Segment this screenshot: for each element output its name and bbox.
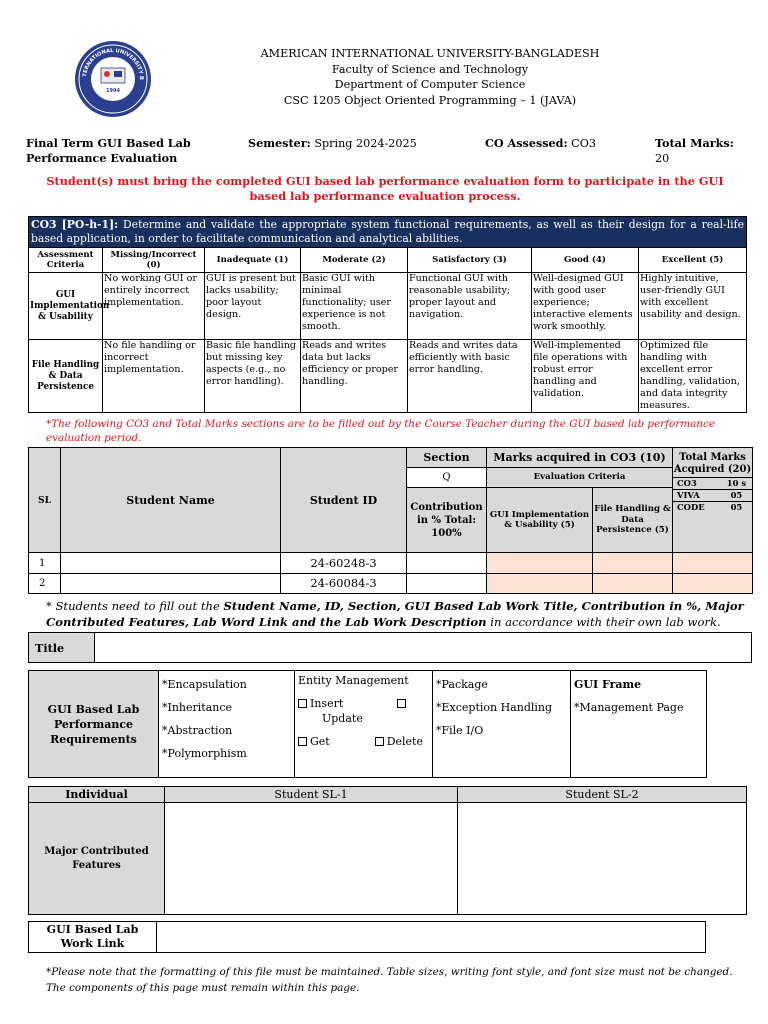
marks-co3-header: Marks acquired in CO3 (10) — [487, 448, 673, 468]
insert-checkbox[interactable]: Insert — [298, 696, 343, 711]
contribution-cell[interactable] — [407, 553, 487, 574]
co-description: CO3 [PO-h-1]: Determine and validate the appropriate system functional requirements, as well as their design for a real-life based application, in order to facilitate communication and analytical abilities. — [29, 217, 747, 248]
rubric-cell: Reads and writes data but lacks efficiency or proper handling. — [301, 340, 408, 413]
evaluation-criteria-header: Evaluation Criteria — [487, 468, 673, 488]
individual-label: Individual — [29, 787, 165, 803]
student-name-cell[interactable] — [61, 553, 281, 574]
section-header: Section — [407, 448, 487, 468]
student-sl2-header: Student SL-2 — [458, 787, 747, 803]
rubric-header: Assessment Criteria — [29, 248, 103, 273]
work-link-input[interactable] — [157, 922, 706, 953]
entity-management: Entity Management Insert Update Get Delete — [295, 671, 433, 778]
rubric-header: Satisfactory (3) — [408, 248, 532, 273]
student-sl1-features[interactable] — [165, 803, 458, 915]
checkbox-icon — [298, 699, 307, 708]
student-id-cell[interactable]: 24-60084-3 — [281, 574, 407, 594]
rubric-criteria: GUI Implementation & Usability — [29, 273, 103, 340]
faculty-name: Faculty of Science and Technology — [331, 62, 529, 76]
rubric-cell: Functional GUI with reasonable usability; proper layout and navigation. — [408, 273, 532, 340]
rubric-criteria: File Handling & Data Persistence — [29, 340, 103, 413]
gui-score-cell[interactable] — [487, 553, 593, 574]
rubric-header: Good (4) — [532, 248, 639, 273]
department-name: Department of Computer Science — [334, 78, 526, 91]
title-label: Title — [29, 633, 95, 663]
marks-breakdown: CO3 10 s VIVA 05 CODE 05 — [673, 477, 752, 513]
co-assessed: CO Assessed: CO3 — [485, 136, 597, 150]
file-score-cell[interactable] — [593, 553, 673, 574]
course-name: CSC 1205 Object Oriented Programming – 1 (JAVA) — [283, 93, 577, 107]
total-marks: Total Marks: 20 — [655, 136, 734, 165]
row-sl: 2 — [29, 574, 61, 594]
university-logo — [74, 40, 152, 118]
work-link-label: GUI Based Lab Work Link — [29, 922, 157, 953]
rubric-header: Missing/Incorrect (0) — [103, 248, 205, 273]
logo-year: 1994 — [106, 88, 120, 94]
table-row — [29, 574, 753, 594]
row-sl: 1 — [29, 553, 61, 574]
student-name-cell[interactable] — [61, 574, 281, 594]
rubric-cell: Highly intuitive, user-friendly GUI with excellent usability and design. — [639, 273, 747, 340]
evaluation-title: Final Term GUI Based Lab Performance Evaluation — [26, 136, 191, 165]
checkbox-icon — [375, 737, 384, 746]
oop-requirements: *Encapsulation *Inheritance *Abstraction *Polymorphism — [159, 671, 295, 778]
contribution-cell[interactable] — [407, 574, 487, 594]
rubric-header: Moderate (2) — [301, 248, 408, 273]
semester: Semester: Spring 2024-2025 — [248, 136, 417, 150]
logo-text: TERNATIONAL UNIVERSITY B — [82, 47, 145, 81]
rubric-cell: No working GUI or entirely incorrect implementation. — [103, 273, 205, 340]
delete-checkbox[interactable]: Delete — [375, 734, 423, 749]
file-score-cell[interactable] — [593, 574, 673, 594]
java-requirements: *Package *Exception Handling *File I/O — [433, 671, 571, 778]
rubric-header: Excellent (5) — [639, 248, 747, 273]
get-checkbox[interactable]: Get — [298, 734, 330, 749]
rubric-table — [28, 216, 747, 413]
teacher-note: *The following CO3 and Total Marks sections are to be filled out by the Course Teacher during the GUI based lab performance evaluation period. — [46, 418, 715, 444]
student-sl2-features[interactable] — [458, 803, 747, 915]
work-link-table — [28, 921, 706, 953]
rubric-cell: Well-implemented file operations with robust error handling and validation. — [532, 340, 639, 413]
major-features-label: Major Contributed Features — [29, 803, 165, 915]
rubric-header: Inadequate (1) — [205, 248, 301, 273]
sl-header: SL — [29, 448, 61, 553]
student-name-header: Student Name — [61, 448, 281, 553]
contribution-header: Contribution in % Total: 100% — [407, 488, 487, 553]
gui-score-cell[interactable] — [487, 574, 593, 594]
total-score-cell[interactable] — [673, 574, 753, 594]
rubric-cell: No file handling or incorrect implementation. — [103, 340, 205, 413]
total-score-cell[interactable] — [673, 553, 753, 574]
file-handling-header: File Handling & Data Persistence (5) — [593, 488, 673, 553]
warning-text: Student(s) must bring the completed GUI based lab performance evaluation form to participate in the GUI based lab performance evaluation process. — [46, 174, 724, 203]
individual-table — [28, 786, 747, 915]
meta-row — [26, 136, 746, 168]
student-sl1-header: Student SL-1 — [165, 787, 458, 803]
student-id-cell[interactable]: 24-60248-3 — [281, 553, 407, 574]
total-acquired-header: Total Marks Acquired (20) CO3 10 s VIVA 05 CODE 05 — [673, 448, 753, 553]
rubric-row — [29, 273, 747, 340]
title-input[interactable] — [95, 633, 752, 663]
title-table — [28, 632, 752, 663]
rubric-cell: Optimized file handling with excellent error handling, validation, and data integrity measures. — [639, 340, 747, 413]
university-name: AMERICAN INTERNATIONAL UNIVERSITY-BANGLADESH — [260, 47, 600, 60]
university-header — [230, 46, 630, 108]
gui-impl-header: GUI Implementation & Usability (5) — [487, 488, 593, 553]
rubric-cell: Basic file handling but missing key aspects (e.g., no error handling). — [205, 340, 301, 413]
marks-table — [28, 447, 753, 594]
checkbox-icon — [397, 699, 406, 708]
student-note: * Students need to fill out the Student Name, ID, Section, GUI Based Lab Work Title, Contribution in %, Major Contributed Features, Lab Word Link and the Lab Work Description in accordance with their own lab work. — [46, 599, 744, 629]
rubric-cell: Basic GUI with minimal functionality; user experience is not smooth. — [301, 273, 408, 340]
rubric-row — [29, 340, 747, 413]
student-id-header: Student ID — [281, 448, 407, 553]
rubric-cell: Reads and writes data efficiently with basic error handling. — [408, 340, 532, 413]
checkbox-icon — [298, 737, 307, 746]
rubric-cell: Well-designed GUI with good user experience; interactive elements work smoothly. — [532, 273, 639, 340]
section-value[interactable]: Q — [407, 468, 487, 488]
rubric-cell: GUI is present but lacks usability; poor layout design. — [205, 273, 301, 340]
table-row — [29, 553, 753, 574]
footer-note: *Please note that the formatting of this file must be maintained. Table sizes, writing font style, and font size must not be changed. The components of this page must remain within this page. — [46, 966, 733, 994]
update-checkbox[interactable] — [397, 696, 409, 711]
update-label: Update — [322, 712, 363, 725]
requirements-table — [28, 670, 707, 778]
requirements-label: GUI Based Lab Performance Requirements — [29, 671, 159, 778]
gui-frame-requirements: GUI Frame *Management Page — [571, 671, 707, 778]
